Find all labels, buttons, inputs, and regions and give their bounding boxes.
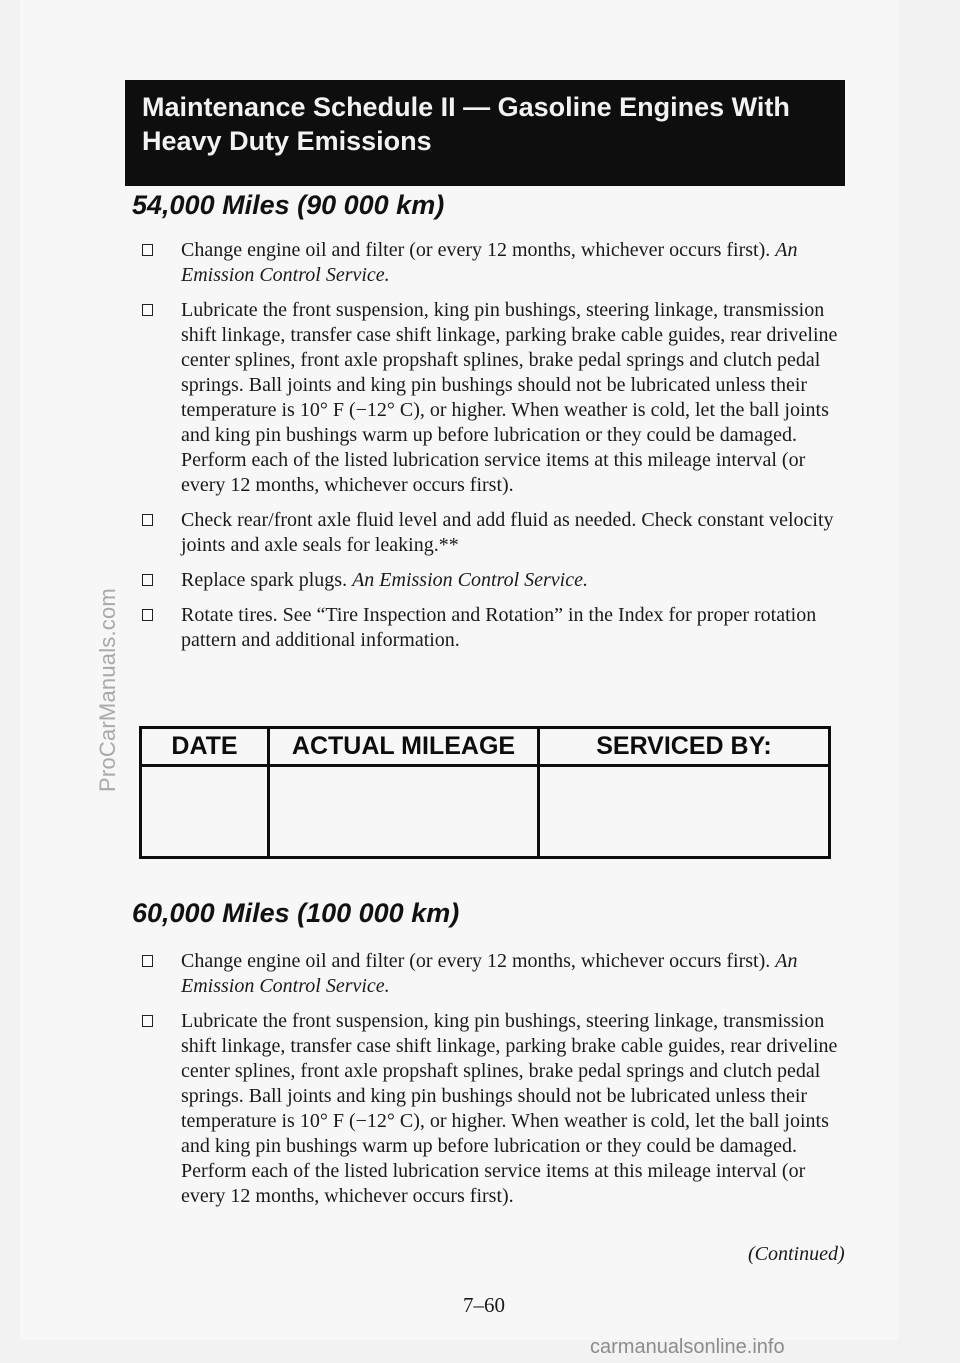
side-watermark: ProCarManuals.com bbox=[95, 588, 120, 792]
list-item: Check rear/front axle fluid level and add fluid as needed. Check constant velocity joints and axle seals for leaking.** bbox=[140, 508, 840, 558]
list-item: Lubricate the front suspension, king pin bushings, steering linkage, transmission shift linkage, transfer case shift linkage, parking brake cable guides, rear driveline center splines, front axle propshaft splines, brake pedal springs and clutch pedal springs. Ball joints and king pin bushings should not be lubricated unless their temperature is 10° F (−12° C), or higher. When weather is cold, let the ball joints and king pin bushings warm up before lubrication or they could be damaged. Perform each of the listed lubrication service items at this mileage interval (or every 12 months, whichever occurs first). bbox=[140, 1009, 840, 1209]
actual-mileage-header: ACTUAL MILEAGE bbox=[269, 728, 539, 766]
checklist-54000 bbox=[140, 238, 840, 653]
section-heading-54000: 54,000 Miles (90 000 km) bbox=[132, 190, 445, 220]
mileage-entry-cell[interactable] bbox=[269, 766, 539, 858]
checkbox-icon[interactable] bbox=[142, 1015, 153, 1027]
checkbox-icon[interactable] bbox=[142, 244, 153, 256]
checkbox-icon[interactable] bbox=[142, 304, 153, 316]
footer-watermark: carmanualsonline.info bbox=[590, 1336, 785, 1358]
page-title-line-2: Heavy Duty Emissions bbox=[142, 126, 432, 156]
checkbox-icon[interactable] bbox=[142, 514, 153, 526]
list-item: Replace spark plugs. An Emission Control Service. bbox=[140, 568, 840, 593]
page-title bbox=[125, 80, 845, 186]
list-item: Change engine oil and filter (or every 12 months, whichever occurs first). An Emission Control Service. bbox=[140, 949, 840, 999]
serviced-by-entry-cell[interactable] bbox=[539, 766, 830, 858]
list-item: Lubricate the front suspension, king pin bushings, steering linkage, transmission shift linkage, transfer case shift linkage, parking brake cable guides, rear driveline center splines, front axle propshaft splines, brake pedal springs and clutch pedal springs. Ball joints and king pin bushings should not be lubricated unless their temperature is 10° F (−12° C), or higher. When weather is cold, let the ball joints and king pin bushings warm up before lubrication or they could be damaged. Perform each of the listed lubrication service items at this mileage interval (or every 12 months, whichever occurs first). bbox=[140, 298, 840, 498]
serviced-by-header: SERVICED BY: bbox=[539, 728, 830, 766]
continued-note: (Continued) bbox=[748, 1243, 845, 1265]
checkbox-icon[interactable] bbox=[142, 609, 153, 621]
section-heading-60000: 60,000 Miles (100 000 km) bbox=[132, 898, 460, 928]
list-item: Change engine oil and filter (or every 12 months, whichever occurs first). An Emission Control Service. bbox=[140, 238, 840, 288]
date-header: DATE bbox=[141, 728, 269, 766]
page-title-line-1: Maintenance Schedule II — Gasoline Engines With bbox=[142, 92, 790, 122]
date-entry-cell[interactable] bbox=[141, 766, 269, 858]
page-number: 7–60 bbox=[463, 1293, 505, 1317]
service-record-table bbox=[139, 726, 831, 859]
checkbox-icon[interactable] bbox=[142, 574, 153, 586]
list-item: Rotate tires. See “Tire Inspection and Rotation” in the Index for proper rotation pattern and additional information. bbox=[140, 603, 840, 653]
checklist-60000 bbox=[140, 949, 840, 1209]
checkbox-icon[interactable] bbox=[142, 955, 153, 967]
